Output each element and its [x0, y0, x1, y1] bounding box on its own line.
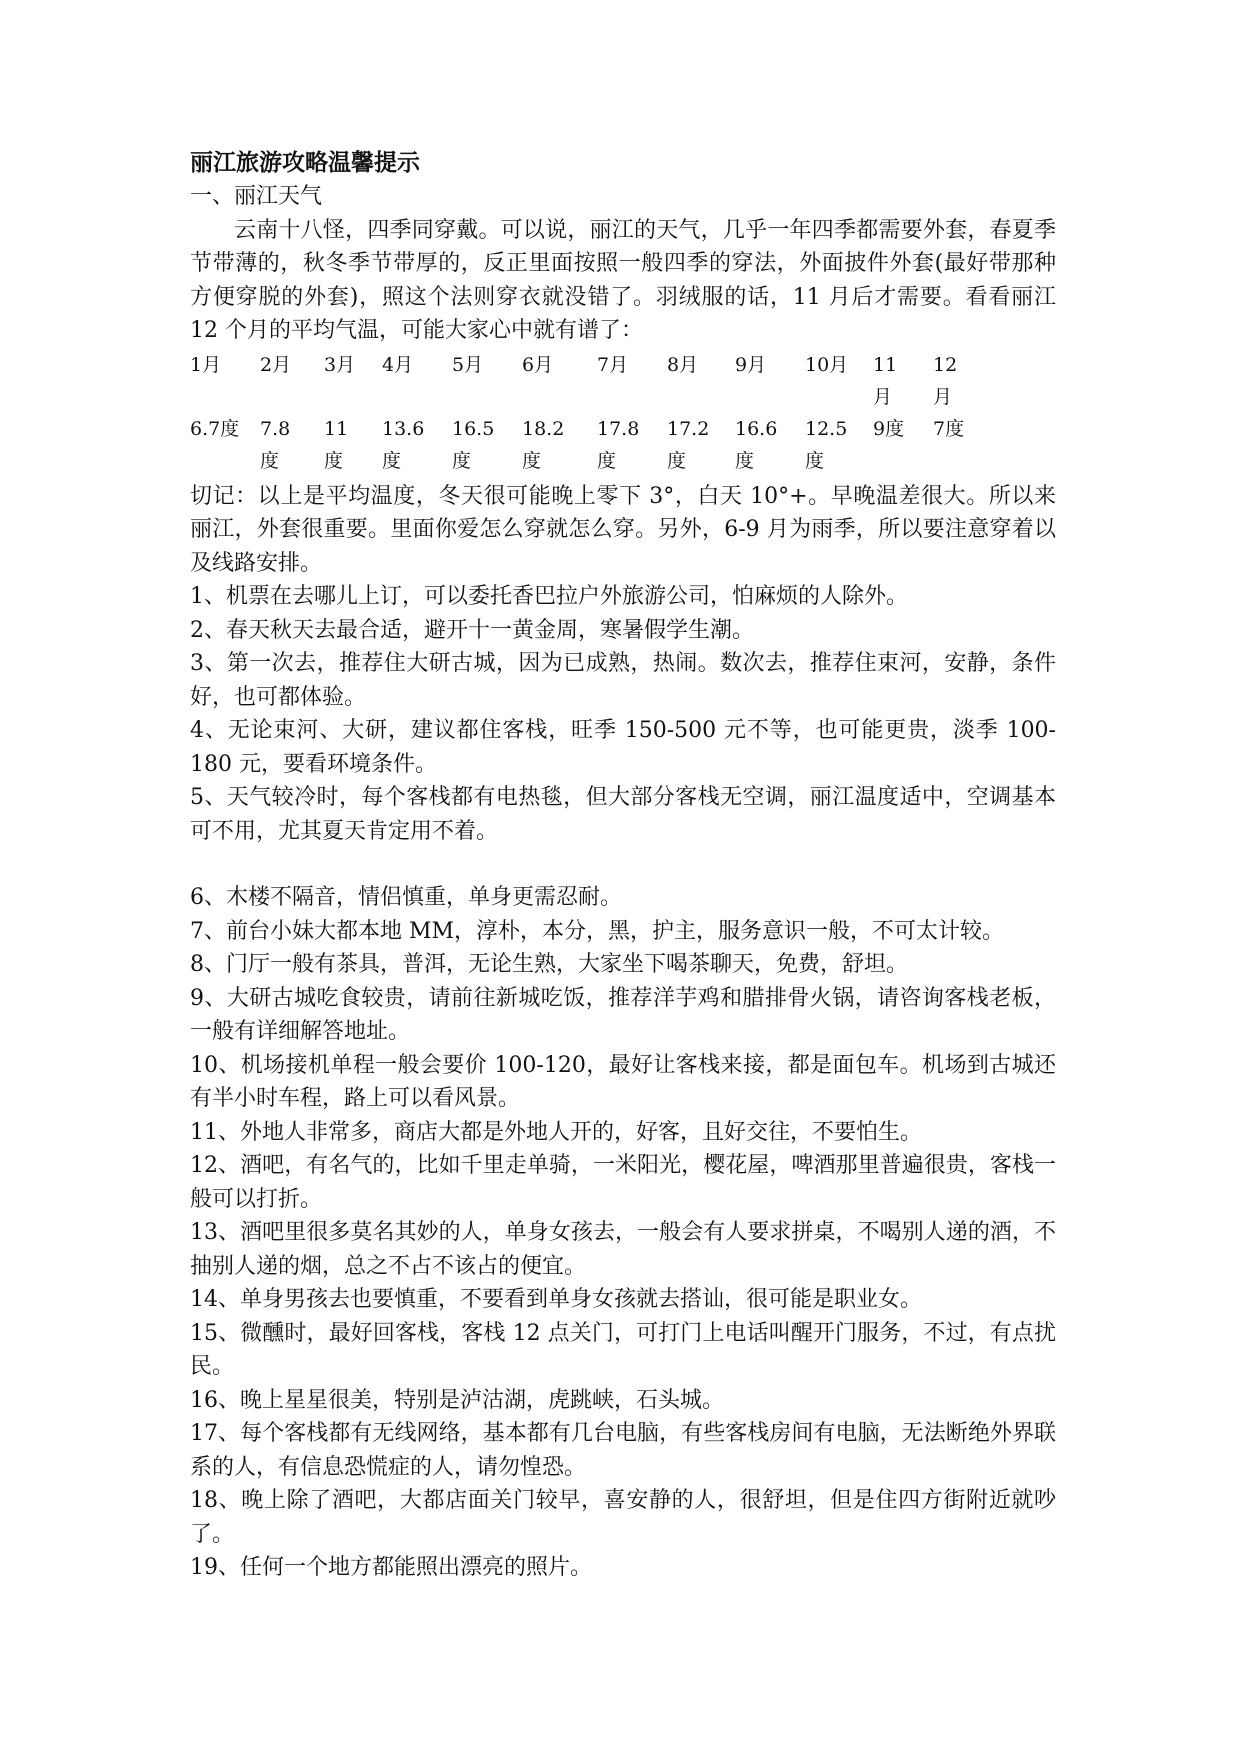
tip-item: 2、春天秋天去最合适，避开十一黄金周，寒暑假学生潮。: [190, 617, 754, 643]
tip-item: 15、微醺时，最好回客栈，客栈 12 点关门，可打门上电话叫醒开门服务，不过，有点扰民。: [190, 1320, 1056, 1379]
month-cell-7: 7月: [597, 353, 629, 376]
month-cell-10: 10月: [805, 353, 849, 376]
monthly-temperature-table: [190, 349, 1056, 479]
month-cell-5: 5月: [452, 353, 484, 376]
month-cell-9: 9月: [735, 353, 767, 376]
tip-item: 18、晚上除了酒吧，大都店面关门较早，喜安静的人，很舒坦，但是住四方街附近就吵了。: [190, 1488, 1056, 1547]
tip-item: 19、任何一个地方都能照出漂亮的照片。: [190, 1555, 592, 1580]
weather-intro-paragraph: 云南十八怪，四季同穿戴。可以说，丽江的天气，几乎一年四季都需要外套，春夏季节带薄的，秋冬季节带厚的，反正里面按照一般四季的穿法，外面披件外套(最好带那种方便穿脱的外套)，照这个法则穿衣就没错了。羽绒服的话，11 月后才需要。看看丽江 12 个月的平均气温，可能大家心中就有谱了：: [190, 217, 1056, 343]
tip-item: 9、大研古城吃食较贵，请前往新城吃饭，推荐洋芋鸡和腊排骨火锅，请咨询客栈老板，一般有详细解答地址。: [190, 985, 1056, 1044]
month-cell-1: 1月: [190, 353, 222, 376]
month-cell-4: 4月: [382, 353, 414, 376]
temperature-cell-9: 16.6 度: [735, 417, 778, 472]
temperature-cell-5: 16.5 度: [452, 417, 495, 472]
document-title: 丽江旅游攻略温馨提示: [190, 149, 420, 176]
temperature-cell-7: 17.8 度: [597, 417, 640, 472]
tip-item: 16、晚上星星很美，特别是泸沽湖，虎跳峡，石头城。: [190, 1387, 724, 1413]
temperature-cell-12: 7度: [933, 417, 965, 440]
document-page: [190, 146, 1056, 1585]
tips-list-part-2: [190, 881, 1056, 1585]
tip-item: 1、机票在去哪儿上订，可以委托香巴拉户外旅游公司，怕麻烦的人除外。: [190, 584, 908, 609]
tip-item: 7、前台小妹大都本地 MM，淳朴，本分，黑，护主，服务意识一般，不可太计较。: [190, 918, 1005, 944]
temperature-cell-3: 11 度: [324, 417, 349, 472]
tip-item: 5、天气较冷时，每个客栈都有电热毯，但大部分客栈无空调，丽江温度适中，空调基本可不用，尤其夏天肯定用不着。: [190, 785, 1056, 844]
month-cell-3: 3月: [324, 353, 356, 376]
month-cell-11: 11 月: [873, 353, 898, 408]
tip-item: 4、无论束河、大研，建议都住客栈，旺季 150-500 元不等，也可能更贵，淡季 100-180 元，要看环境条件。: [190, 718, 1056, 777]
temperature-cell-8: 17.2 度: [667, 417, 710, 472]
tip-item: 10、机场接机单程一般会要价 100-120，最好让客栈来接，都是面包车。机场到古城还有半小时车程，路上可以看风景。: [190, 1052, 1056, 1111]
month-cell-2: 2月: [260, 353, 292, 376]
weather-note-paragraph: 切记：以上是平均温度，冬天很可能晚上零下 3°，白天 10°+。早晚温差很大。所以来丽江，外套很重要。里面你爱怎么穿就怎么穿。另外，6-9 月为雨季，所以要注意穿着以及线路安排。: [190, 483, 1056, 576]
tip-item: 13、酒吧里很多莫名其妙的人，单身女孩去，一般会有人要求拼桌，不喝别人递的酒，不抽别人递的烟，总之不占不该占的便宜。: [190, 1220, 1056, 1279]
tips-list-part-1: [190, 580, 1056, 848]
temperature-cell-6: 18.2 度: [522, 417, 565, 472]
tip-item: 17、每个客栈都有无线网络，基本都有几台电脑，有些客栈房间有电脑，无法断绝外界联系的人，有信息恐慌症的人，请勿惶恐。: [190, 1421, 1056, 1480]
temperature-cell-2: 7.8 度: [260, 417, 291, 472]
month-cell-8: 8月: [667, 353, 699, 376]
temperature-cell-4: 13.6 度: [382, 417, 425, 472]
temperature-cell-10: 12.5 度: [805, 417, 848, 472]
tip-item: 8、门厅一般有茶具，普洱，无论生熟，大家坐下喝茶聊天，免费，舒坦。: [190, 952, 908, 977]
blank-line: [190, 848, 1056, 881]
tip-item: 12、酒吧，有名气的，比如千里走单骑，一米阳光，樱花屋，啤酒那里普遍很贵，客栈一般可以打折。: [190, 1153, 1056, 1212]
tip-item: 3、第一次去，推荐住大研古城，因为已成熟，热闹。数次去，推荐住束河，安静，条件好，也可都体验。: [190, 651, 1056, 710]
month-cell-6: 6月: [522, 353, 554, 376]
tip-item: 11、外地人非常多，商店大都是外地人开的，好客，且好交往，不要怕生。: [190, 1119, 922, 1145]
temperature-row: [190, 413, 1056, 479]
month-cell-12: 12 月: [933, 353, 958, 408]
temperature-cell-11: 9度: [873, 417, 905, 440]
section-heading-weather: 一、丽江天气: [190, 184, 323, 209]
tip-item: 14、单身男孩去也要慎重，不要看到单身女孩就去搭讪，很可能是职业女。: [190, 1287, 922, 1312]
temperature-cell-1: 6.7度: [190, 417, 240, 440]
tip-item: 6、木楼不隔音，情侣慎重，单身更需忍耐。: [190, 885, 622, 910]
month-row: [190, 349, 1056, 413]
